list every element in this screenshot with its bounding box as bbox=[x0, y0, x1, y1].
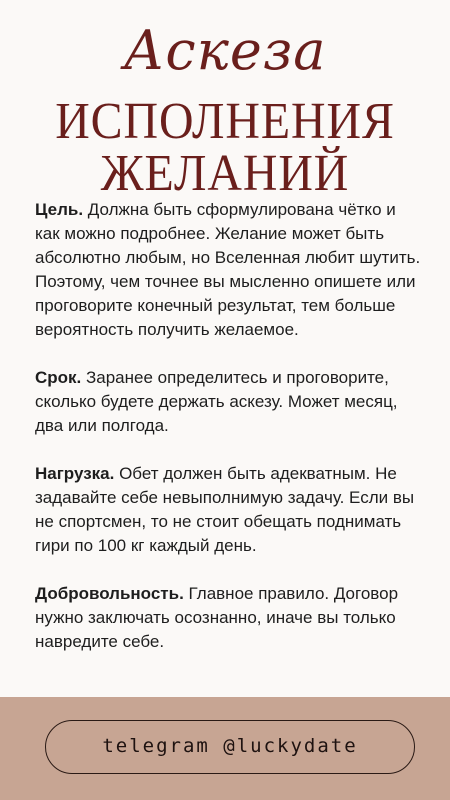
section-text: Обет должен быть адекватным. Не задавайте себе невыполнимую задачу. Если вы не спортсмен, то не стоит обещать поднимать гири по 100 кг каждый день. bbox=[35, 464, 415, 555]
script-title: Аскеза bbox=[123, 19, 327, 82]
section-text: Главное правило. Договор нужно заключать осознанно, иначе вы только навредите себе. bbox=[35, 584, 399, 651]
section-load bbox=[35, 462, 425, 558]
section-term: Срок. bbox=[35, 368, 82, 387]
section-term: Добровольность. bbox=[35, 584, 184, 603]
telegram-handle-link[interactable]: telegram @luckydate bbox=[45, 720, 415, 774]
article-body bbox=[35, 198, 425, 678]
section-term-period bbox=[35, 366, 425, 438]
main-title-line-2: ЖЕЛАНИЙ bbox=[100, 145, 350, 202]
section-term: Цель. bbox=[35, 200, 84, 219]
section-voluntary bbox=[35, 582, 425, 654]
main-title bbox=[18, 93, 432, 202]
main-title-line-1: ИСПОЛНЕНИЯ bbox=[55, 93, 395, 150]
section-text: Должна быть сформулирована чётко и как можно подробнее. Желание может быть абсолютно любым, но Вселенная любит шутить. Поэтому, чем точнее вы мысленно опишете или проговорите конечный результат, тем больше вероятность получить желаемое. bbox=[35, 200, 421, 339]
section-term: Нагрузка. bbox=[35, 464, 115, 483]
section-goal bbox=[35, 198, 425, 342]
section-text: Заранее определитесь и проговорите, сколько будете держать аскезу. Может месяц, два или полгода. bbox=[35, 368, 398, 435]
